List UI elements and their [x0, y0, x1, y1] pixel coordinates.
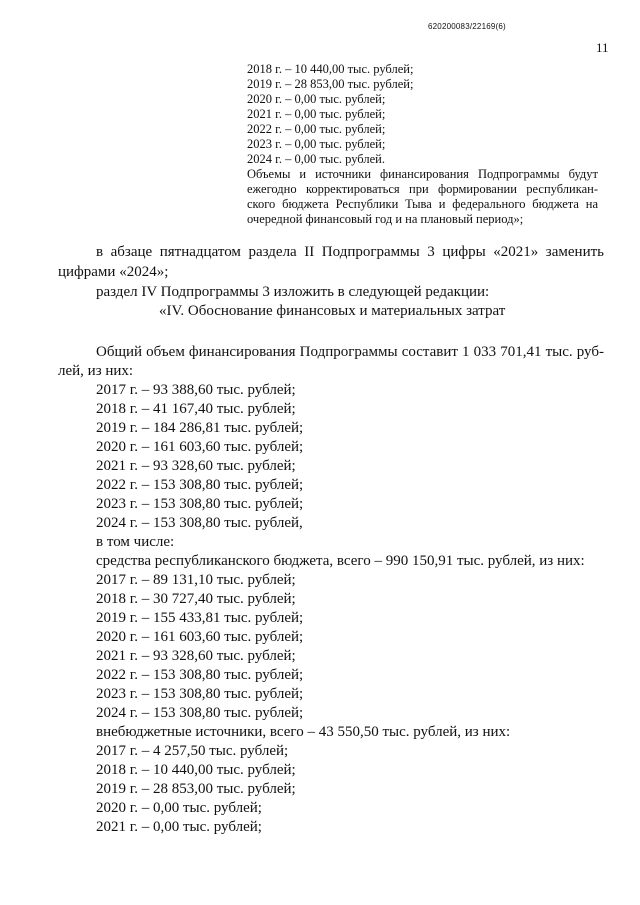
quote-year-line: 2024 г. – 0,00 тыс. рублей.	[247, 152, 385, 166]
quote-year-line: 2019 г. – 28 853,00 тыс. рублей;	[247, 77, 414, 91]
total-year-line: 2020 г. – 161 603,60 тыс. рублей;	[96, 439, 304, 455]
offbudget-year-line: 2020 г. – 0,00 тыс. рублей;	[96, 800, 262, 816]
offbudget-year-line: 2018 г. – 10 440,00 тыс. рублей;	[96, 762, 296, 778]
total-year-line: 2023 г. – 153 308,80 тыс. рублей;	[96, 496, 304, 512]
quote-paragraph-line: ского бюджета Республики Тыва и федерального бюджета на	[247, 197, 598, 211]
amendment-paragraph-2: раздел IV Подпрограммы 3 изложить в следующей редакции:	[96, 284, 490, 300]
offbudget-header: внебюджетные источники, всего – 43 550,50 тыс. рублей, из них:	[96, 724, 511, 740]
republic-year-line: 2020 г. – 161 603,60 тыс. рублей;	[96, 629, 304, 645]
amendment-paragraph-1-cont: цифрами «2024»;	[58, 264, 169, 280]
republic-year-line: 2022 г. – 153 308,80 тыс. рублей;	[96, 667, 304, 683]
republic-year-line: 2023 г. – 153 308,80 тыс. рублей;	[96, 686, 304, 702]
total-year-line: 2017 г. – 93 388,60 тыс. рублей;	[96, 382, 296, 398]
total-year-line: 2024 г. – 153 308,80 тыс. рублей,	[96, 515, 303, 531]
republic-year-line: 2021 г. – 93 328,60 тыс. рублей;	[96, 648, 296, 664]
quote-year-line: 2023 г. – 0,00 тыс. рублей;	[247, 137, 386, 151]
quote-year-line: 2021 г. – 0,00 тыс. рублей;	[247, 107, 386, 121]
amendment-paragraph-1: в абзаце пятнадцатом раздела II Подпрограммы 3 цифры «2021» заменить	[96, 244, 604, 260]
quote-paragraph-line: очередной финансовый год и на плановый период»;	[247, 212, 524, 226]
financing-intro-cont: лей, из них:	[58, 363, 134, 379]
offbudget-year-line: 2021 г. – 0,00 тыс. рублей;	[96, 819, 262, 835]
republic-year-line: 2018 г. – 30 727,40 тыс. рублей;	[96, 591, 296, 607]
republic-year-line: 2024 г. – 153 308,80 тыс. рублей;	[96, 705, 304, 721]
quote-year-line: 2018 г. – 10 440,00 тыс. рублей;	[247, 62, 414, 76]
page-number: 11	[596, 40, 609, 55]
section-title: «IV. Обоснование финансовых и материальных затрат	[159, 303, 506, 319]
quote-year-line: 2020 г. – 0,00 тыс. рублей;	[247, 92, 386, 106]
total-year-line: 2018 г. – 41 167,40 тыс. рублей;	[96, 401, 296, 417]
offbudget-year-line: 2017 г. – 4 257,50 тыс. рублей;	[96, 743, 289, 759]
quote-paragraph-line: Объемы и источники финансирования Подпрограммы будут	[247, 167, 598, 181]
republic-year-line: 2019 г. – 155 433,81 тыс. рублей;	[96, 610, 304, 626]
offbudget-year-line: 2019 г. – 28 853,00 тыс. рублей;	[96, 781, 296, 797]
financing-intro: Общий объем финансирования Подпрограммы составит 1 033 701,41 тыс. руб-	[96, 344, 604, 360]
including-label: в том числе:	[96, 534, 175, 550]
quote-year-line: 2022 г. – 0,00 тыс. рублей;	[247, 122, 386, 136]
republic-year-line: 2017 г. – 89 131,10 тыс. рублей;	[96, 572, 296, 588]
quote-paragraph-line: ежегодно корректироваться при формировании республикан-	[247, 182, 598, 196]
total-year-line: 2019 г. – 184 286,81 тыс. рублей;	[96, 420, 304, 436]
total-year-line: 2022 г. – 153 308,80 тыс. рублей;	[96, 477, 304, 493]
total-year-line: 2021 г. – 93 328,60 тыс. рублей;	[96, 458, 296, 474]
document-code: 620200083/22169(6)	[428, 22, 506, 31]
republic-budget-header: средства республиканского бюджета, всего – 990 150,91 тыс. рублей, из них:	[96, 553, 585, 569]
